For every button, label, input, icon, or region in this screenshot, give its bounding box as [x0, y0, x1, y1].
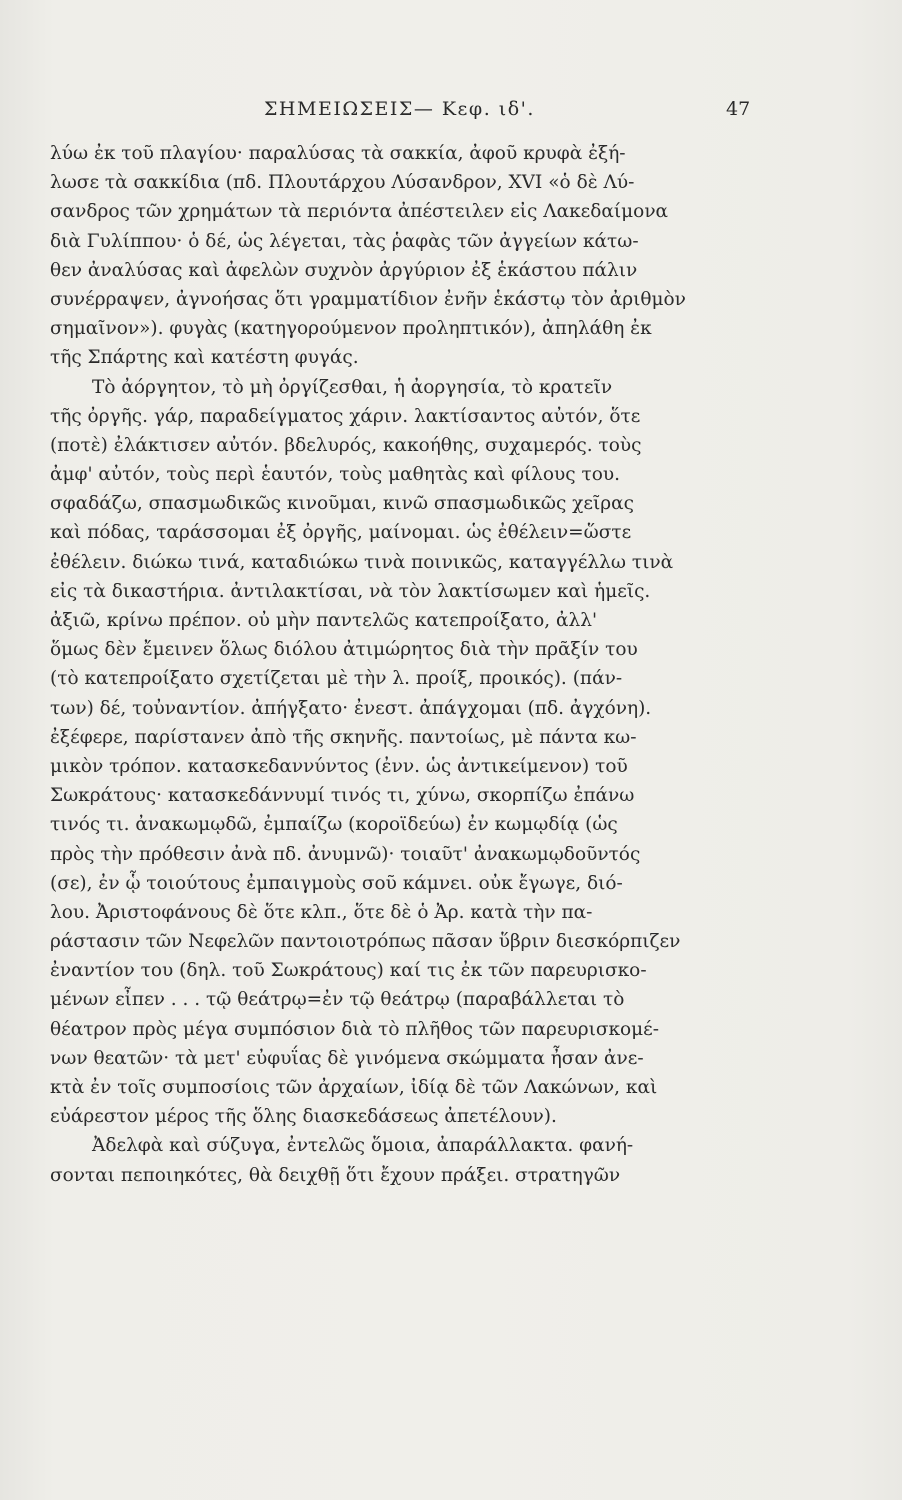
- text-line: συνέρραψεν, ἀγνοήσας ὅτι γραμματίδιον ἐνῆν ἑκάστῳ τὸν ἀριθμὸν: [50, 288, 686, 310]
- text-line: (ποτὲ) ἐλάκτισεν αὐτόν. βδελυρός, κακοήθης, συχαμερός. τοὺς: [50, 434, 642, 456]
- text-line: μένων εἶπεν . . . τῷ θεάτρῳ=ἐν τῷ θεάτρῳ (παραβάλλεται τὸ: [50, 989, 625, 1011]
- text-line: ράστασιν τῶν Νεφελῶν παντοιοτρόπως πᾶσαν ὕβριν διεσκόρπιζεν: [50, 931, 681, 953]
- text-line: μικὸν τρόπον. κατασκεδαννύντος (ἐνν. ὡς ἀντικείμενον) τοῦ: [50, 755, 628, 777]
- text-line: ἐναντίον του (δηλ. τοῦ Σωκράτους) καί τις ἐκ τῶν παρευρισκο-: [50, 960, 647, 982]
- text-line: λου. Ἀριστοφάνους δὲ ὅτε κλπ., ὅτε δὲ ὁ Ἀρ. κατὰ τὴν πα-: [50, 901, 593, 923]
- text-line: σονται πεποιηκότες, θὰ δειχθῇ ὅτι ἔχουν πράξει. στρατηγῶν: [50, 1164, 621, 1186]
- text-line: εὐάρεστον μέρος τῆς ὅλης διασκεδάσεως ἀπετέλουν).: [50, 1106, 557, 1128]
- text-line: σανδρος τῶν χρημάτων τὰ περιόντα ἀπέστειλεν εἰς Λακεδαίμονα: [50, 201, 669, 223]
- text-line: ἐθέλειν. διώκω τινά, καταδιώκω τινὰ ποινικῶς, καταγγέλλω τινὰ: [50, 551, 674, 573]
- text-line: (τὸ κατεπροίξατο σχετίζεται μὲ τὴν λ. προίξ, προικός). (πάν-: [50, 668, 623, 690]
- page-number: 47: [726, 98, 751, 120]
- text-line: νων θεατῶν· τὰ μετ' εὐφυΐας δὲ γινόμενα σκώμματα ἦσαν ἀνε-: [50, 1047, 644, 1069]
- text-line: των) δέ, τοὐναντίον. ἀπήγξατο· ἐνεστ. ἀπάγχομαι (πδ. ἀγχόνη).: [50, 697, 652, 719]
- text-line: κτὰ ἐν τοῖς συμποσίοις τῶν ἀρχαίων, ἰδίᾳ δὲ τῶν Λακώνων, καὶ: [50, 1077, 658, 1098]
- page-header: [0, 98, 902, 130]
- text-line: ὅμως δὲν ἔμεινεν ὅλως διόλου ἀτιμώρητος διὰ τὴν πρᾶξίν του: [50, 639, 638, 661]
- text-line: τῆς ὀργῆς. γάρ, παραδείγματος χάριν. λακτίσαντος αὐτόν, ὅτε: [50, 405, 641, 427]
- text-line: καὶ πόδας, ταράσσομαι ἐξ ὀργῆς, μαίνομαι. ὡς ἐθέλειν=ὥστε: [50, 522, 632, 544]
- text-line: ἀμφ' αὐτόν, τοὺς περὶ ἑαυτόν, τοὺς μαθητὰς καὶ φίλους του.: [50, 464, 621, 486]
- text-line: Τὸ ἀόργητον, τὸ μὴ ὀργίζεσθαι, ἡ ἀοργησία, τὸ κρατεῖν: [92, 376, 613, 398]
- running-title: ΣΗΜΕΙΩΣΕΙΣ— Κεφ. ιδ'.: [264, 98, 535, 120]
- text-line: Ἀδελφὰ καὶ σύζυγα, ἐντελῶς ὅμοια, ἀπαράλλακτα. φανή-: [92, 1135, 634, 1157]
- text-line: σημαῖνον»). φυγὰς (κατηγορούμενον προληπτικόν), ἀπηλάθη ἐκ: [50, 318, 652, 340]
- text-line: σφαδάζω, σπασμωδικῶς κινοῦμαι, κινῶ σπασμωδικῶς χεῖρας: [50, 493, 634, 515]
- text-line: τινός τι. ἀνακωμῳδῶ, ἐμπαίζω (κοροϊδεύω) ἐν κωμῳδίᾳ (ὡς: [50, 814, 618, 836]
- text-line: ἀξιῶ, κρίνω πρέπον. οὐ μὴν παντελῶς κατεπροίξατο, ἀλλ': [50, 610, 598, 631]
- notes-text: [50, 139, 766, 1190]
- text-line: διὰ Γυλίππου· ὁ δέ, ὡς λέγεται, τὰς ῥαφὰς τῶν ἀγγείων κάτω-: [50, 230, 639, 252]
- text-line: Σωκράτους· κατασκεδάννυμί τινός τι, χύνω, σκορπίζω ἐπάνω: [50, 785, 635, 807]
- text-line: θέατρον πρὸς μέγα συμπόσιον διὰ τὸ πλῆθος τῶν παρευρισκομέ-: [50, 1018, 660, 1040]
- text-line: θεν ἀναλύσας καὶ ἀφελὼν συχνὸν ἀργύριον ἐξ ἑκάστου πάλιν: [50, 259, 638, 281]
- text-line: πρὸς τὴν πρόθεσιν ἀνὰ πδ. ἀνυμνῶ)· τοιαῦτ' ἀνακωμῳδοῦντός: [50, 843, 641, 865]
- text-line: (σε), ἐν ᾧ τοιούτους ἐμπαιγμοὺς σοῦ κάμνει. οὐκ ἔγωγε, διό-: [50, 872, 623, 894]
- text-line: λωσε τὰ σακκίδια (πδ. Πλουτάρχου Λύσανδρον, XVI «ὁ δὲ Λύ-: [50, 172, 635, 194]
- text-line: τῆς Σπάρτης καὶ κατέστη φυγάς.: [50, 347, 359, 369]
- text-line: λύω ἐκ τοῦ πλαγίου· παραλύσας τὰ σακκία, ἀφοῦ κρυφὰ ἐξή-: [50, 143, 626, 164]
- text-line: εἰς τὰ δικαστήρια. ἀντιλακτίσαι, νὰ τὸν λακτίσωμεν καὶ ἡμεῖς.: [50, 580, 651, 602]
- text-line: ἐξέφερε, παρίστανεν ἀπὸ τῆς σκηνῆς. παντοίως, μὲ πάντα κω-: [50, 726, 637, 748]
